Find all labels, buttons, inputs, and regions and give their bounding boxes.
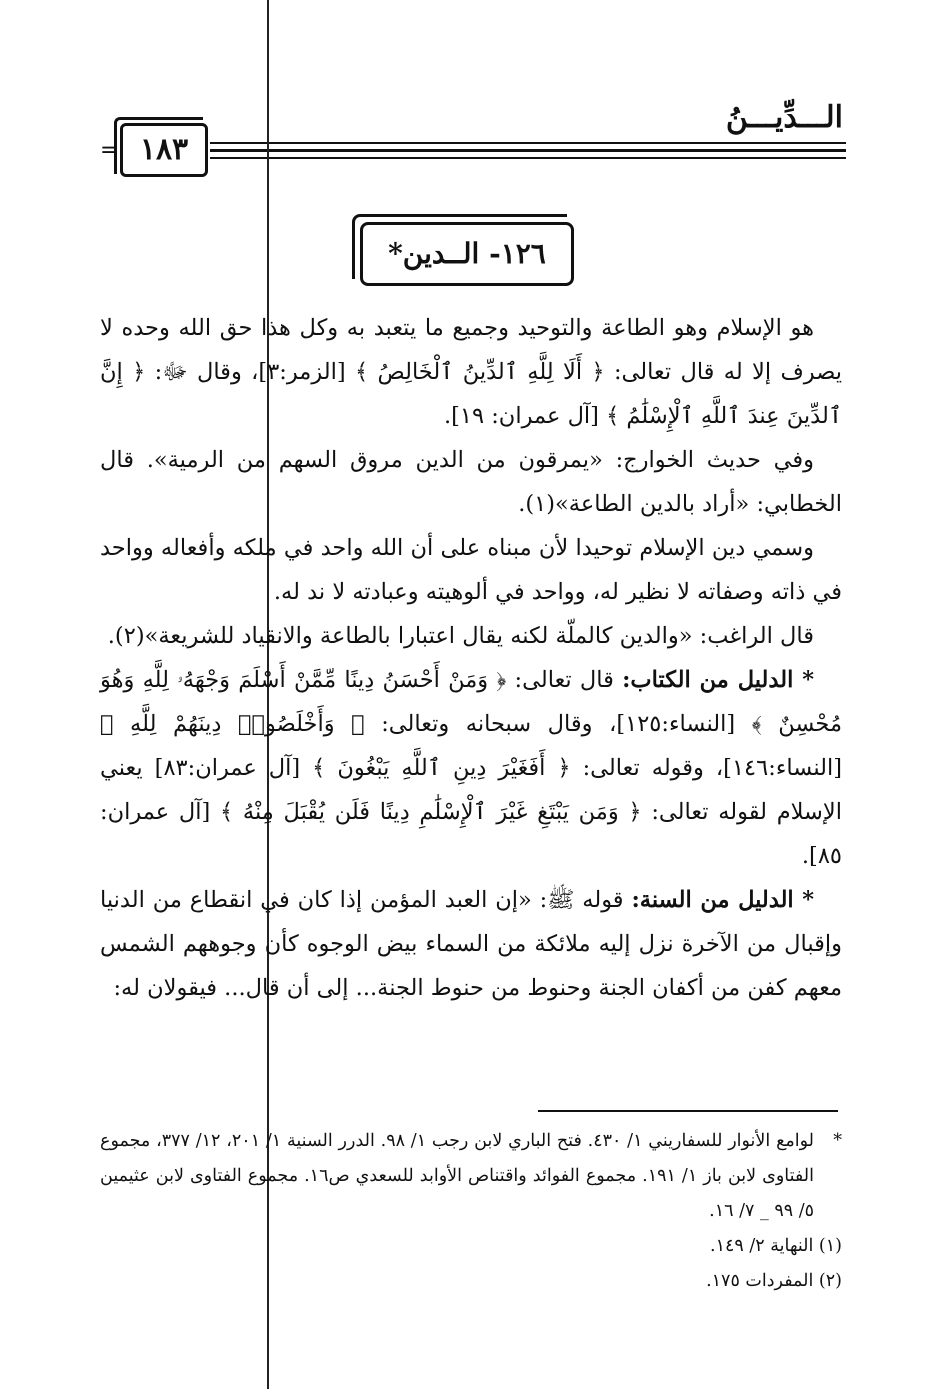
header-equals: = xyxy=(100,138,119,163)
footnote-2: (٢) المفردات ١٧٥. xyxy=(706,1271,842,1291)
footnote-1: (١) النهاية ٢/ ١٤٩. xyxy=(710,1236,842,1256)
footnotes xyxy=(100,1124,842,1299)
header-rule xyxy=(210,149,846,152)
footnote-sources-text: لوامع الأنوار للسفاريني ١/ ٤٣٠. فتح الباري لابن رجب ١/ ٩٨. الدرر السنية ١/ ٢٠١، ١٢/ ٣٧٧، مجموع الفتاوى لابن باز ١/ ١٩١. مجموع الفوائد واقتناص الأوابد للسعدي ص١٦. مجموع الفتاوى لابن عثيمين ٥/ ٩٩ _ ٧/ ١٦. xyxy=(100,1131,814,1221)
footnote-sources xyxy=(100,1124,842,1229)
evidence-sunnah-label: * الدليل من السنة: xyxy=(631,887,815,913)
running-title: الـــدِّيـــنُ xyxy=(725,100,843,135)
paragraph: هو الإسلام وهو الطاعة والتوحيد وجميع ما يتعبد به وكل هذا حق الله وحده لا يصرف إلا له قال تعالى: ﴿ أَلَا لِلَّهِ ٱلدِّينُ ٱلْخَالِصُ ﴾ [الزمر:٣]، وقال ﷻ: ﴿ إِنَّ ٱلدِّينَ عِندَ ٱللَّهِ ٱلْإِسْلَٰمُ ﴾ [آل عمران: ١٩]. xyxy=(100,315,842,429)
evidence-quran xyxy=(100,658,842,878)
page-number-box xyxy=(120,123,208,177)
main-text xyxy=(100,306,842,1010)
footnote-star-mark: * xyxy=(833,1131,842,1151)
header-rule xyxy=(210,157,846,159)
paragraph: قال الراغب: «والدين كالملّة لكنه يقال اعتبارا بالطاعة والانقياد للشريعة»(٢). xyxy=(107,623,814,649)
paragraph: وفي حديث الخوارج: «يمرقون من الدين مروق السهم من الرمية». قال الخطابي: «أراد بالدين الطاعة»(١). xyxy=(100,447,842,517)
paragraph: وسمي دين الإسلام توحيدا لأن مبناه على أن الله واحد في ملكه وأفعاله وواحد في ذاته وصفاته لا نظير له، وواحد في ألوهيته وعبادته لا ند له. xyxy=(100,535,842,605)
entry-title: ١٢٦- الــدين* xyxy=(388,237,546,270)
header-rule xyxy=(210,142,846,144)
footnote-separator xyxy=(538,1110,838,1112)
page-number: ١٨٣ xyxy=(139,132,189,167)
evidence-sunnah-text: قوله ﷺ: «إن العبد المؤمن إذا كان في انقطاع من الدنيا وإقبال من الآخرة نزل إليه ملائكة من السماء بيض الوجوه كأن وجوههم الشمس معهم كفن من أكفان الجنة وحنوط من حنوط الجنة... إلى أن قال... فيقولان له: xyxy=(100,887,842,1001)
entry-title-box xyxy=(360,222,574,286)
evidence-sunnah xyxy=(100,878,842,1010)
evidence-quran-text: قال تعالى: ﴿ وَمَنْ أَحْسَنُ دِينًا مِّمَّنْ أَسْلَمَ وَجْهَهُۥ لِلَّهِ وَهُوَ مُحْسِنٌ ﴾ [النساء:١٢٥]، وقال سبحانه وتعالى: ﴿ وَأَخْلَصُوا۟ دِينَهُمْ لِلَّهِ ﴾ [النساء:١٤٦]، وقوله تعالى: ﴿ أَفَغَيْرَ دِينِ ٱللَّهِ يَبْغُونَ ﴾ [آل عمران:٨٣] يعني الإسلام لقوله تعالى: ﴿ وَمَن يَبْتَغِ غَيْرَ ٱلْإِسْلَٰمِ دِينًا فَلَن يُقْبَلَ مِنْهُ ﴾ [آل عمران: ٨٥]. xyxy=(100,667,842,869)
evidence-quran-label: * الدليل من الكتاب: xyxy=(622,667,814,693)
